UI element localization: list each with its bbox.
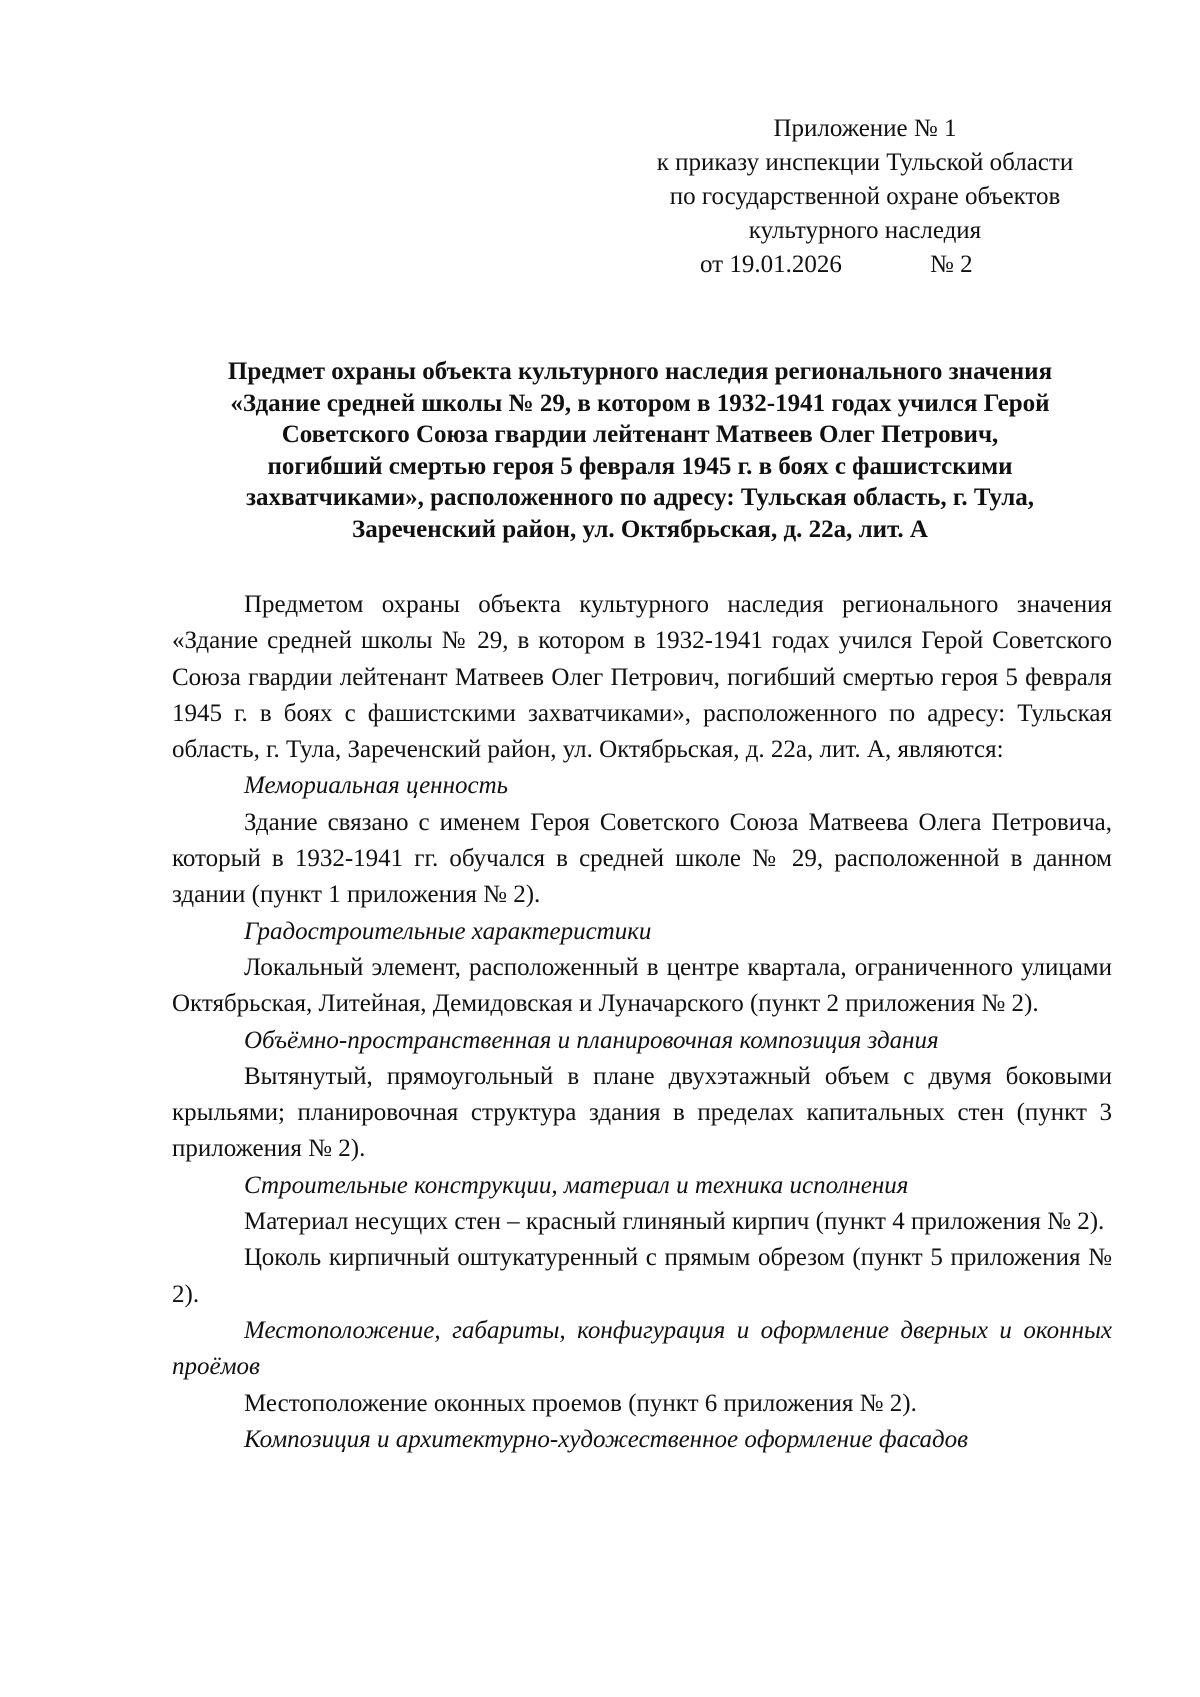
paragraph-urban: Локальный элемент, расположенный в центре квартала, ограниченного улицами Октябрьская, Литейная, Демидовская и Луначарского (пункт 2 приложения № 2). xyxy=(172,953,1112,1018)
document-body xyxy=(172,587,1112,1458)
appendix-authority-cont: культурного наследия xyxy=(748,217,982,244)
appendix-number: Приложение № 1 xyxy=(773,115,957,142)
title-line: Советского Союза гвардии лейтенант Матвеев Олег Петрович, xyxy=(281,421,999,448)
paragraph-memorial: Здание связано с именем Героя Советского Союза Матвеева Олега Петровича, который в 1932-1941 гг. обучался в средней школе № 29, расположенной в данном здании (пункт 1 приложения № 2). xyxy=(172,808,1112,909)
title-line: Предмет охраны объекта культурного наследия регионального значения xyxy=(227,358,1053,385)
section-heading-openings: Местоположение, габариты, конфигурация и оформление дверных и оконных проёмов xyxy=(172,1316,1112,1381)
appendix-date-line xyxy=(595,248,1135,282)
paragraph-openings: Местоположение оконных проемов (пункт 6 приложения № 2). xyxy=(244,1389,917,1417)
appendix-header xyxy=(595,112,1135,282)
intro-paragraph: Предметом охраны объекта культурного наследия регионального значения «Здание средней школы № 29, в котором в 1932-1941 годах учился Герой Советского Союза гвардии лейтенант Матвеев Олег Петрович, погибший смертью героя 5 февраля 1945 г. в боях с фашистскими захватчиками», расположенного по адресу: Тульская область, г. Тула, Зареченский район, ул. Октябрьская, д. 22а, лит. А, являются: xyxy=(172,591,1112,764)
title-line: Зареченский район, ул. Октябрьская, д. 22а, лит. А xyxy=(352,515,928,543)
title-line: захватчиками», расположенного по адресу: Тульская область, г. Тула, xyxy=(246,484,1034,511)
section-heading-memorial: Мемориальная ценность xyxy=(244,772,509,800)
paragraph-construction-walls: Материал несущих стен – красный глиняный кирпич (пункт 4 приложения № 2). xyxy=(244,1208,1105,1236)
paragraph-volume: Вытянутый, прямоугольный в плане двухэтажный объем с двумя боковыми крыльями; планировочная структура здания в пределах капитальных стен (пункт 3 приложения № 2). xyxy=(172,1062,1112,1163)
section-heading-facades: Композиция и архитектурно-художественное оформление фасадов xyxy=(244,1425,969,1453)
section-heading-volume: Объёмно-пространственная и планировочная композиция здания xyxy=(244,1026,939,1054)
paragraph-construction-plinth: Цоколь кирпичный оштукатуренный с прямым обрезом (пункт 5 приложения № 2). xyxy=(172,1244,1112,1308)
appendix-authority: по государственной охране объектов xyxy=(669,183,1061,210)
order-date: от 19.01.2026 xyxy=(700,251,842,278)
title-line: «Здание средней школы № 29, в котором в 1932-1941 годах учился Герой xyxy=(230,389,1050,417)
section-heading-urban: Градостроительные характеристики xyxy=(244,917,652,945)
title-line: погибший смертью героя 5 февраля 1945 г. в боях с фашистскими xyxy=(267,452,1013,480)
order-number: № 2 xyxy=(930,251,973,278)
section-heading-construction: Строительные конструкции, материал и техника исполнения xyxy=(244,1171,909,1199)
document-title xyxy=(165,356,1115,545)
appendix-order-ref: к приказу инспекции Тульской области xyxy=(656,149,1074,176)
